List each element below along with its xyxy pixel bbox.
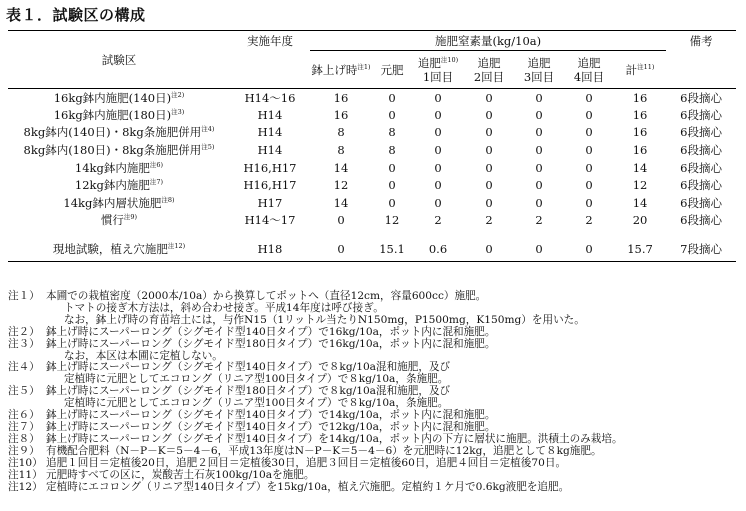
remark-cell: 6段摘心: [680, 90, 722, 105]
value-cell: 0: [585, 107, 593, 122]
value-cell: 16: [333, 90, 349, 105]
value-cell: 8: [337, 143, 345, 158]
table-row: [8, 106, 736, 124]
value-cell: 0: [535, 242, 543, 256]
value-cell: 0: [585, 178, 593, 193]
value-cell: 0: [485, 242, 493, 256]
value-cell: 16: [632, 90, 648, 105]
year-cell: H14: [257, 107, 283, 122]
year-cell: H14～16: [244, 90, 296, 105]
value-cell: 8: [388, 125, 396, 140]
remark-cell: 6段摘心: [680, 213, 722, 228]
col-header-4: 追肥 3回目: [514, 51, 564, 89]
value-cell: 0: [585, 242, 593, 256]
footnote-line: 注３） 鉢上げ時にスーパーロング（シグモイド型180日タイプ）で16kg/10a，ポット内に混和施肥。: [8, 337, 496, 350]
value-cell: 0: [434, 178, 442, 193]
value-cell: 12: [632, 178, 648, 193]
value-cell: 12: [333, 178, 349, 193]
table-row: [8, 237, 736, 261]
value-cell: 0: [485, 90, 493, 105]
value-cell: 0: [585, 143, 593, 158]
plot-name: 16kg鉢内施肥(180日)$^{注3)}$: [53, 107, 185, 122]
col-header-5: 追肥 4回目: [564, 51, 614, 89]
table-row: [8, 212, 736, 230]
plot-name: 14kg鉢内層状施肥$^{注8)}$: [63, 195, 175, 210]
table-row: [8, 176, 736, 194]
value-cell: 16: [632, 125, 648, 140]
value-cell: 0: [485, 107, 493, 122]
value-cell: 0: [434, 195, 442, 210]
table-row: [8, 194, 736, 212]
year-cell: H18: [257, 242, 283, 256]
value-cell: 15.7: [627, 242, 653, 256]
value-cell: 8: [337, 125, 345, 140]
remarks-header: 備考: [666, 31, 736, 51]
value-cell: 0: [535, 107, 543, 122]
footnote-line: 定植時に元肥としてエコロング（リニア型100日タイプ）で８kg/10a，条施肥。: [64, 373, 449, 386]
value-cell: 0: [388, 90, 396, 105]
value-cell: 0: [485, 178, 493, 193]
value-cell: 0: [535, 178, 543, 193]
value-cell: 0: [535, 160, 543, 175]
year-cell: H16,H17: [243, 160, 297, 175]
value-cell: 0: [388, 160, 396, 175]
nitrogen-header: 施肥窒素量(kg/10a): [310, 31, 666, 51]
year-header: 実施年度: [230, 31, 310, 51]
value-cell: 0: [485, 125, 493, 140]
footnote-line: 定植時に元肥としてエコロング（リニア型100日タイプ）で８kg/10a，条施肥。: [64, 397, 449, 410]
plot-name: 12kg鉢内施肥$^{注7)}$: [74, 178, 164, 193]
value-cell: 0: [535, 195, 543, 210]
value-cell: 15.1: [379, 242, 405, 256]
value-cell: 0: [434, 160, 442, 175]
value-cell: 14: [333, 160, 349, 175]
year-cell: H14: [257, 125, 283, 140]
table-row: [8, 124, 736, 142]
value-cell: 16: [632, 107, 648, 122]
value-cell: 2: [535, 213, 543, 228]
value-cell: 2: [585, 213, 593, 228]
footnote-line: 注11） 元肥時すべての区に，炭酸苦土石灰100kg/10aを施肥。: [8, 468, 315, 481]
plot-header: 試験区: [8, 31, 230, 89]
table-row: [8, 141, 736, 159]
year-cell: H14～17: [244, 213, 296, 228]
plot-name: 14kg鉢内施肥$^{注6)}$: [74, 160, 164, 175]
value-cell: 0: [388, 107, 396, 122]
footnote-line: 注２） 鉢上げ時にスーパーロング（シグモイド型140日タイプ）で16kg/10a，ポット内に混和施肥。: [8, 325, 496, 338]
trial-table: [8, 30, 736, 262]
footnote-line: なお，本区は本圃に定植しない。: [64, 349, 223, 362]
value-cell: 16: [333, 107, 349, 122]
footnote-line: 注５） 鉢上げ時にスーパーロング（シグモイド型180日タイプ）で８kg/10a混和施肥，及び: [8, 385, 451, 398]
footnote-line: 注10） 追肥１回目＝定植後20日，追肥２回目＝定植後30日，追肥３回目＝定植後60日，追肥４回目＝定植後70日。: [8, 456, 567, 469]
value-cell: 0: [434, 143, 442, 158]
col-header-3: 追肥 2回目: [464, 51, 514, 89]
footnotes: [8, 291, 623, 493]
col-header-2: 追肥$^{注10)}$ 1回目: [412, 51, 464, 89]
footnote-line: 注６） 鉢上げ時にスーパーロング（シグモイド型140日タイプ）で14kg/10a，ポット内に混和施肥。: [8, 409, 496, 422]
footnote-line: 注９） 有機配合肥料（N－P－K＝5－4－6，平成13年度はN－P－K＝5－4－6）を元肥時に12kg，追肥として８kg施肥。: [8, 444, 602, 457]
value-cell: 16: [632, 143, 648, 158]
table-row: [8, 159, 736, 177]
value-cell: 20: [632, 213, 648, 228]
value-cell: 2: [434, 213, 442, 228]
plot-name: 16kg鉢内施肥(140日)$^{注2)}$: [53, 90, 185, 105]
value-cell: 8: [388, 143, 396, 158]
remark-cell: 6段摘心: [680, 160, 722, 175]
value-cell: 14: [333, 195, 349, 210]
col-header-0: 鉢上げ時$^{注1)}$: [310, 51, 372, 89]
value-cell: 14: [632, 160, 648, 175]
footnote-line: 注７） 鉢上げ時にスーパーロング（シグモイド型140日タイプ）で12kg/10a，ポット内に混和施肥。: [8, 420, 496, 433]
remark-cell: 6段摘心: [680, 107, 722, 122]
footnote-line: なお，鉢上げ時の育苗培土には，与作N15（1リットル当たりN150mg，P1500mg，K150mg）を用いた。: [64, 313, 585, 326]
remark-cell: 7段摘心: [680, 242, 722, 256]
value-cell: 0: [585, 125, 593, 140]
value-cell: 0: [388, 178, 396, 193]
table-title: 表１．試験区の構成: [6, 6, 146, 24]
plot-name: 現地試験，植え穴施肥$^{注12)}$: [52, 242, 186, 256]
value-cell: 0: [337, 242, 345, 256]
col-header-1: 元肥: [372, 51, 412, 89]
table-row: [8, 89, 736, 107]
year-cell: H14: [257, 143, 283, 158]
value-cell: 0: [535, 143, 543, 158]
value-cell: 0: [434, 90, 442, 105]
value-cell: 0: [535, 125, 543, 140]
footnote-line: トマトの接ぎ木方法は，斜め合わせ接ぎ。平成14年度は呼び接ぎ。: [64, 301, 384, 314]
value-cell: 0: [485, 143, 493, 158]
value-cell: 0: [585, 90, 593, 105]
footnote-line: 注４） 鉢上げ時にスーパーロング（シグモイド型140日タイプ）で８kg/10a混和施肥，及び: [8, 361, 451, 374]
value-cell: 2: [485, 213, 493, 228]
value-cell: 0: [337, 213, 345, 228]
remark-cell: 6段摘心: [680, 143, 722, 158]
value-cell: 0: [485, 195, 493, 210]
value-cell: 0: [535, 90, 543, 105]
plot-name: 8kg鉢内(180日)・8kg条施肥併用$^{注5)}$: [23, 143, 215, 158]
value-cell: 0: [485, 160, 493, 175]
value-cell: 12: [384, 213, 400, 228]
footnote-line: 注12） 定植時にエコロング（リニア型140日タイプ）を15kg/10a，植え穴施肥。定植約１ケ月で0.6kg液肥を追肥。: [8, 480, 570, 493]
remark-cell: 6段摘心: [680, 195, 722, 210]
col-header-6: 計$^{注11)}$: [614, 51, 666, 89]
value-cell: 0: [434, 125, 442, 140]
plot-name: 8kg鉢内(140日)・8kg条施肥併用$^{注4)}$: [23, 125, 215, 140]
value-cell: 0.6: [428, 242, 448, 256]
value-cell: 14: [632, 195, 648, 210]
plot-name: 慣行$^{注9)}$: [100, 213, 138, 228]
value-cell: 0: [434, 107, 442, 122]
remark-cell: 6段摘心: [680, 178, 722, 193]
year-cell: H17: [257, 195, 283, 210]
remark-cell: 6段摘心: [680, 125, 722, 140]
value-cell: 0: [585, 195, 593, 210]
footnote-line: 注８） 鉢上げ時にスーパーロング（シグモイド型140日タイプ）を14kg/10a，ポット内の下方に層状に施肥。洪積土のみ栽培。: [8, 432, 623, 445]
year-cell: H16,H17: [243, 178, 297, 193]
value-cell: 0: [388, 195, 396, 210]
value-cell: 0: [585, 160, 593, 175]
footnote-line: 注１） 本圃での栽植密度（2000本/10a）から換算してポットへ（直径12cm，容量600cc）施肥。: [8, 290, 487, 302]
